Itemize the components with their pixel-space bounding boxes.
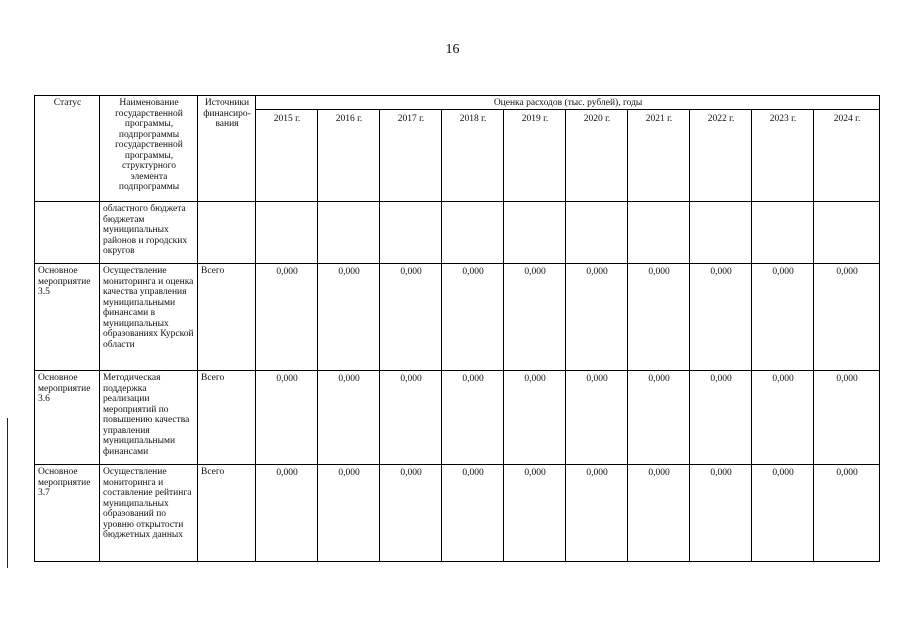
header-estimate: Оценка расходов (тыс. рублей), годы — [256, 96, 880, 110]
header-name: Наименование государственной программы, подпрограммы государственной программы, структурного элемента подпрограммы — [100, 96, 198, 202]
cell-value — [256, 202, 318, 264]
cell-value: 0,000 — [380, 371, 442, 465]
cell-name: Методическая поддержка реализации мероприятий по повышению качества управления муниципальными финансами — [100, 371, 198, 465]
table-row — [35, 465, 880, 562]
cell-status: Основное мероприятие 3.7 — [35, 465, 100, 562]
header-row — [35, 96, 880, 110]
cell-value: 0,000 — [380, 264, 442, 371]
cell-value — [752, 202, 814, 264]
header-status: Статус — [35, 96, 100, 202]
header-sources: Источники финансиро-вания — [198, 96, 256, 202]
cell-value: 0,000 — [256, 465, 318, 562]
header-year: 2022 г. — [690, 110, 752, 202]
cell-source: Всего — [198, 371, 256, 465]
cell-value: 0,000 — [814, 465, 880, 562]
cell-name: областного бюджета бюджетам муниципальных районов и городских округов — [100, 202, 198, 264]
cell-value — [380, 202, 442, 264]
cell-value: 0,000 — [752, 371, 814, 465]
cell-value: 0,000 — [628, 371, 690, 465]
cell-value: 0,000 — [690, 465, 752, 562]
cell-value: 0,000 — [442, 465, 504, 562]
table-row — [35, 371, 880, 465]
cell-value: 0,000 — [628, 264, 690, 371]
cell-value: 0,000 — [814, 264, 880, 371]
cell-value: 0,000 — [566, 371, 628, 465]
cell-value: 0,000 — [442, 264, 504, 371]
cell-value — [814, 202, 880, 264]
header-year: 2015 г. — [256, 110, 318, 202]
header-year: 2018 г. — [442, 110, 504, 202]
cell-value: 0,000 — [256, 264, 318, 371]
cell-value — [628, 202, 690, 264]
header-year: 2024 г. — [814, 110, 880, 202]
header-year: 2019 г. — [504, 110, 566, 202]
budget-table — [34, 95, 880, 562]
page-number: 16 — [445, 42, 460, 57]
margin-line — [7, 418, 8, 568]
cell-value: 0,000 — [380, 465, 442, 562]
header-year: 2017 г. — [380, 110, 442, 202]
header-year: 2020 г. — [566, 110, 628, 202]
cell-value: 0,000 — [690, 371, 752, 465]
cell-name: Осуществление мониторинга и составление рейтинга муниципальных образований по уровню открытости бюджетных данных — [100, 465, 198, 562]
cell-source: Всего — [198, 465, 256, 562]
cell-name: Осуществление мониторинга и оценка качества управления муниципальными финансами в муниципальных образованиях Курской области — [100, 264, 198, 371]
cell-value: 0,000 — [504, 465, 566, 562]
cell-value: 0,000 — [442, 371, 504, 465]
cell-value — [318, 202, 380, 264]
table-row — [35, 264, 880, 371]
cell-value: 0,000 — [318, 371, 380, 465]
cell-value: 0,000 — [504, 371, 566, 465]
cell-status: Основное мероприятие 3.6 — [35, 371, 100, 465]
header-year: 2021 г. — [628, 110, 690, 202]
cell-value: 0,000 — [752, 465, 814, 562]
cell-value — [566, 202, 628, 264]
cell-source: Всего — [198, 264, 256, 371]
cell-source — [198, 202, 256, 264]
cell-value: 0,000 — [752, 264, 814, 371]
cell-value — [442, 202, 504, 264]
cell-value: 0,000 — [690, 264, 752, 371]
continuation-row — [35, 202, 880, 264]
cell-status: Основное мероприятие 3.5 — [35, 264, 100, 371]
header-year: 2016 г. — [318, 110, 380, 202]
cell-value: 0,000 — [628, 465, 690, 562]
cell-value: 0,000 — [566, 264, 628, 371]
cell-value — [690, 202, 752, 264]
cell-status — [35, 202, 100, 264]
cell-value: 0,000 — [814, 371, 880, 465]
header-year: 2023 г. — [752, 110, 814, 202]
cell-value — [504, 202, 566, 264]
cell-value: 0,000 — [256, 371, 318, 465]
cell-value: 0,000 — [318, 465, 380, 562]
cell-value: 0,000 — [318, 264, 380, 371]
cell-value: 0,000 — [504, 264, 566, 371]
cell-value: 0,000 — [566, 465, 628, 562]
